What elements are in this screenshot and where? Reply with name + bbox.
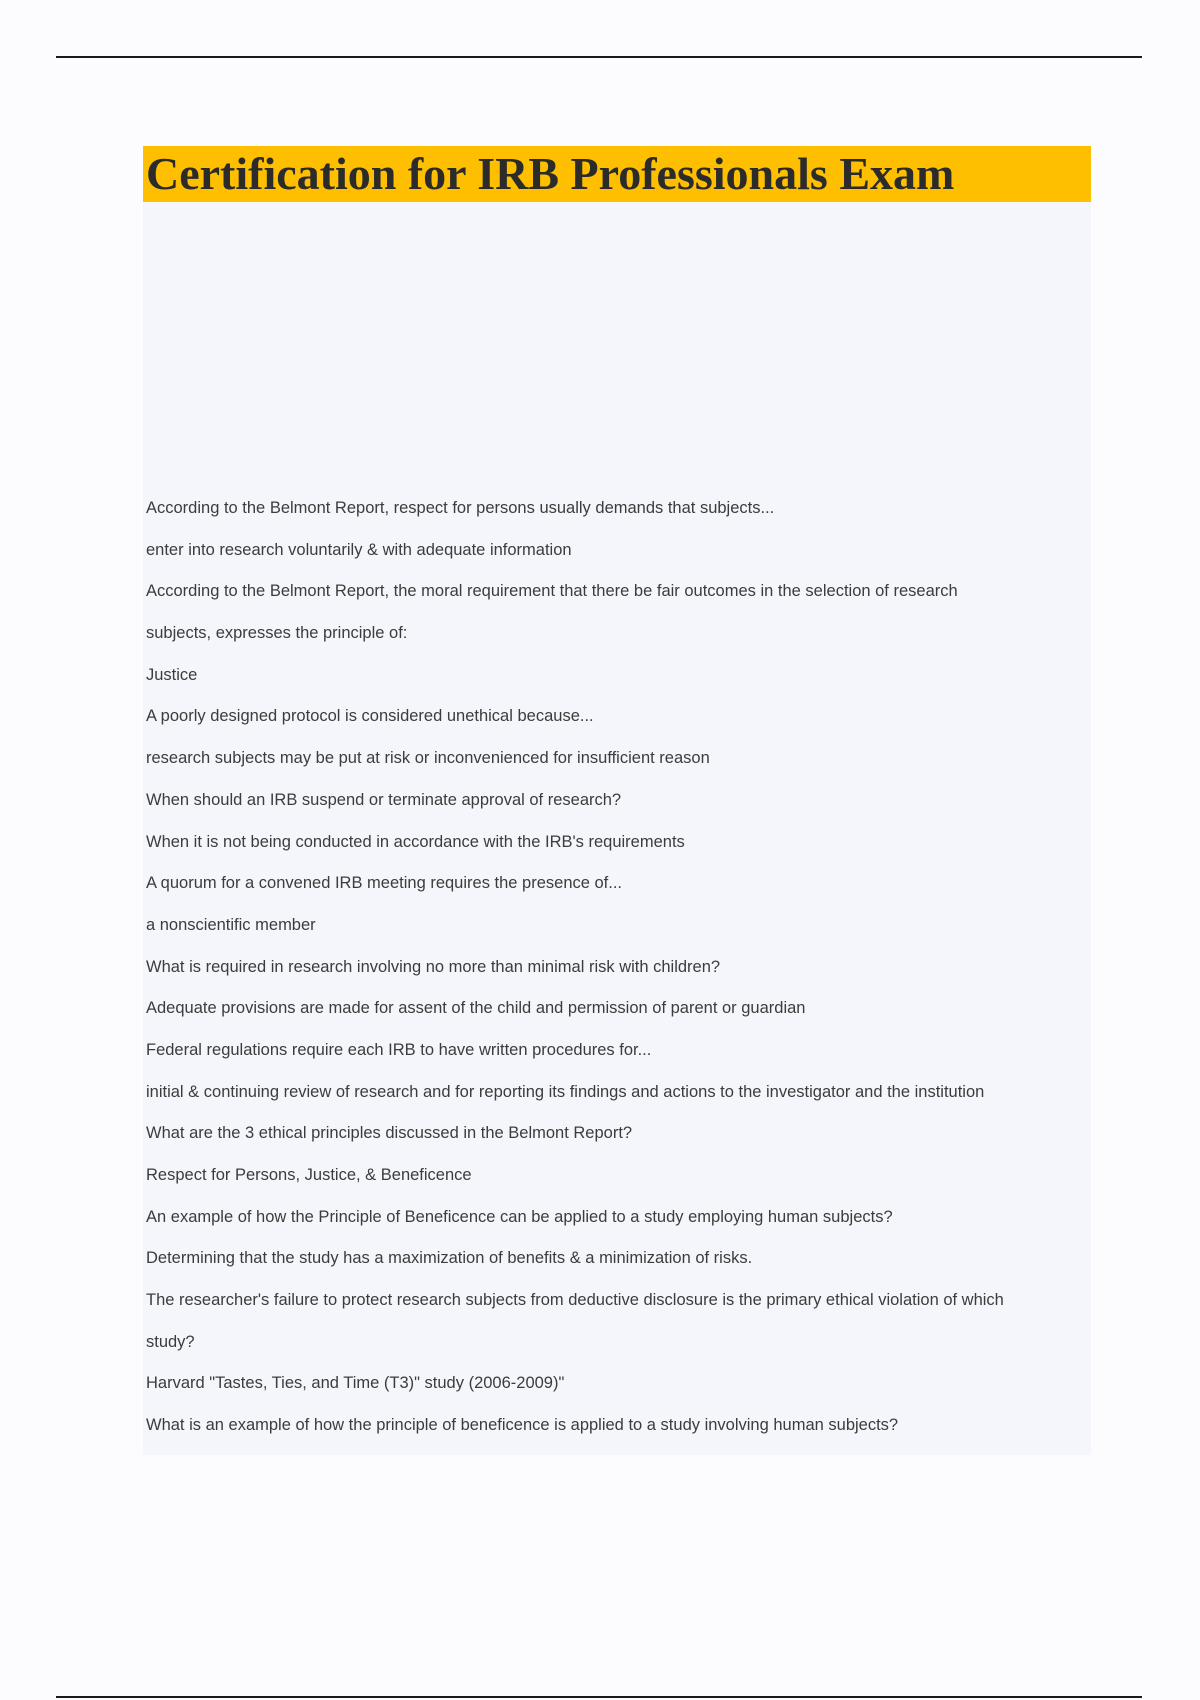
question-line: Federal regulations require each IRB to have written procedures for...: [146, 1040, 652, 1059]
question-line: What are the 3 ethical principles discussed in the Belmont Report?: [146, 1124, 633, 1143]
answer-line: initial & continuing review of research and for reporting its findings and actions to the investigator and the institution: [146, 1082, 985, 1101]
top-rule: [56, 56, 1142, 58]
answer-line: Determining that the study has a maximization of benefits & a minimization of risks.: [146, 1249, 753, 1268]
question-line: A poorly designed protocol is considered unethical because...: [146, 707, 594, 726]
question-line: According to the Belmont Report, the moral requirement that there be fair outcomes in the selection of research: [146, 582, 958, 601]
question-line: The researcher's failure to protect research subjects from deductive disclosure is the primary ethical violation of which: [146, 1291, 1004, 1310]
answer-line: Respect for Persons, Justice, & Beneficence: [146, 1166, 472, 1184]
answer-line: When it is not being conducted in accordance with the IRB's requirements: [146, 832, 685, 851]
answer-line: Harvard "Tastes, Ties, and Time (T3)" study (2006-2009)": [146, 1374, 565, 1393]
answer-line: research subjects may be put at risk or inconvenienced for insufficient reason: [146, 749, 710, 768]
answer-line: Adequate provisions are made for assent of the child and permission of parent or guardian: [146, 999, 806, 1018]
question-line: What is an example of how the principle of beneficence is applied to a study involving human subjects?: [146, 1416, 899, 1435]
qa-list: [146, 488, 1091, 1447]
answer-line: enter into research voluntarily & with adequate information: [146, 540, 572, 559]
bottom-rule: [56, 1696, 1142, 1698]
answer-line: a nonscientific member: [146, 915, 316, 934]
question-line: subjects, expresses the principle of:: [146, 624, 408, 643]
document-title: Certification for IRB Professionals Exam: [146, 148, 955, 199]
title-banner: [143, 146, 1091, 202]
question-line: What is required in research involving no more than minimal risk with children?: [146, 957, 721, 976]
question-line: An example of how the Principle of Beneficence can be applied to a study employing human subjects?: [146, 1207, 893, 1226]
document-content: [143, 146, 1091, 1455]
answer-line: Justice: [146, 665, 198, 684]
question-line: According to the Belmont Report, respect for persons usually demands that subjects...: [146, 499, 775, 517]
question-line: A quorum for a convened IRB meeting requires the presence of...: [146, 874, 623, 893]
question-line: study?: [146, 1332, 195, 1351]
question-line: When should an IRB suspend or terminate approval of research?: [146, 790, 622, 809]
